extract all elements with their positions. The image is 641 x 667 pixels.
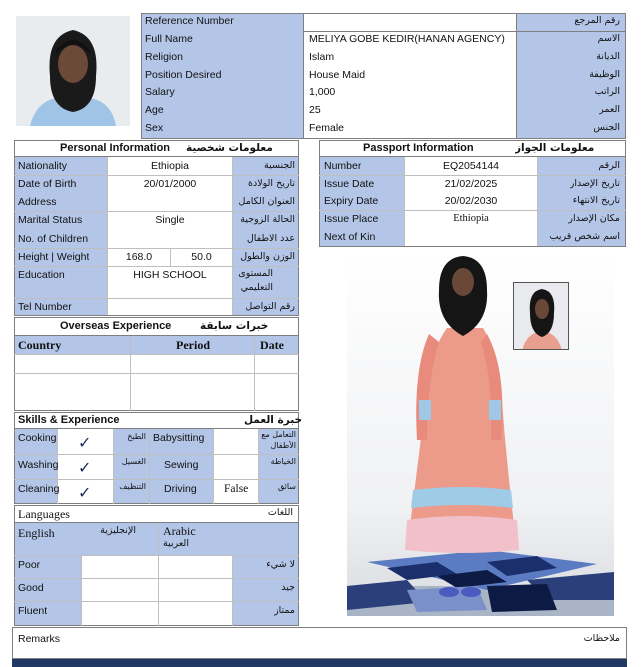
overseas-title: Overseas Experience [60,320,172,332]
passport-title: Passport Information [363,142,474,154]
col-period: Period [176,338,210,352]
divider [14,211,299,212]
issue-place-arabic: مكان الإصدار [568,213,620,224]
skill-washing-arabic: الغسيل [121,457,146,466]
divider [319,210,626,211]
english-arabic: الإنجليزية [100,525,136,536]
overseas-title-arabic: خبرات سابقة [200,320,269,332]
skill-cooking-label: Cooking [18,432,57,444]
divider [213,429,214,504]
nationality-value: Ethiopia [151,160,189,172]
divider [14,601,299,602]
height-weight-arabic: الوزن والطول [240,251,295,262]
marital-arabic: الحالة الزوجية [240,214,295,225]
marital-value: Single [155,214,185,226]
remarks-section [12,627,627,659]
remarks-arabic: ملاحظات [583,633,620,644]
tel-label: Tel Number [18,301,72,313]
skills-title-arabic: خبرة العمل [244,414,303,426]
dob-label: Date of Birth [18,178,77,190]
skill-cleaning-label: Cleaning [18,483,60,495]
languages-title: Languages [18,507,70,521]
header-table [141,13,626,139]
nationality-arabic: الجنسية [264,160,295,171]
dob-arabic: تاريخ الولادة [248,178,295,189]
skills-title: Skills & Experience [18,414,120,426]
skill-babysitting-arabic-1: التعامل مع [261,430,296,439]
skill-sewing-label: Sewing [164,459,199,471]
weight-value: 50.0 [191,251,212,263]
skill-babysitting-arabic-2: الأطفال [270,441,296,450]
full-body-photo [347,250,614,616]
divider [14,354,299,355]
address-label: Address [18,196,57,208]
english-label: English [18,526,55,540]
divider [232,555,233,626]
issue-place-value: Ethiopia [453,213,489,224]
lang-good-label: Good [18,582,44,594]
children-arabic: عدد الاطفال [246,233,295,244]
skill-babysitting-label: Babysitting [153,432,205,444]
lang-poor-arabic: لا شيء [266,559,295,570]
passport-number-arabic: الرقم [598,160,620,171]
next-of-kin-label: Next of Kin [324,231,376,243]
full-name-label: Full Name [145,33,193,45]
personal-title: Personal Information [60,142,171,154]
skill-cleaning-check-icon: ✓ [78,483,92,502]
lang-poor-label: Poor [18,559,41,571]
passport-section [319,140,626,247]
divider [149,429,150,504]
skill-cooking-check-icon: ✓ [78,433,92,452]
languages-header-row [15,523,298,555]
divider [14,298,299,299]
sex-arabic: الجنس [593,122,620,133]
personal-title-arabic: معلومات شخصية [186,142,273,154]
divider [81,555,82,626]
lang-fluent-arabic: ممتاز [274,605,295,616]
full-name-arabic: الاسم [597,33,620,44]
religion-label: Religion [145,51,183,63]
arabic-arabic: العربية [163,538,189,549]
divider [158,523,159,626]
education-arabic-1: المستوى [238,268,273,279]
skill-washing-label: Washing [18,459,59,471]
divider [232,157,233,315]
salary-label: Salary [145,86,175,98]
divider [14,454,299,455]
header-divider [303,31,626,32]
salary-arabic: الراتب [594,86,620,97]
divider [537,157,538,246]
age-value: 25 [309,104,321,116]
footer-bar [12,659,627,667]
divider [14,578,299,579]
divider [14,266,299,267]
position-label: Position Desired [145,69,222,81]
personal-info-section [14,140,299,316]
passport-number-label: Number [324,160,362,172]
ref-number-label: Reference Number [145,15,234,27]
divider [113,429,114,504]
arabic-label: Arabic [163,524,196,538]
divider [14,248,299,249]
overseas-section [14,317,299,411]
lang-good-arabic: جيد [281,582,295,593]
skill-cooking-arabic: الطبخ [127,432,146,441]
education-value: HIGH SCHOOL [133,269,207,281]
education-label: Education [18,269,65,281]
skill-washing-check-icon: ✓ [78,458,92,477]
tel-arabic: رقم التواصل [245,301,295,312]
divider [14,175,299,176]
divider [14,335,299,336]
marital-label: Marital Status [18,214,83,226]
dob-value: 20/01/2000 [143,178,197,190]
religion-arabic: الديانة [596,51,620,62]
divider [14,373,299,374]
sex-value: Female [309,122,345,134]
expiry-date-label: Expiry Date [324,195,379,207]
divider [319,175,626,176]
issue-date-label: Issue Date [324,178,375,190]
face-photo [16,16,130,126]
skills-section [14,412,303,504]
skill-cleaning-arabic: التنظيف [119,482,146,491]
age-label: Age [145,104,164,116]
children-label: No. of Children [18,233,89,245]
issue-date-arabic: تاريخ الإصدار [569,178,620,189]
ref-number-arabic: رقم المرجع [574,15,620,26]
position-arabic: الوظيفة [589,69,620,80]
languages-section [14,505,299,626]
next-of-kin-arabic: اسم شخص قريب [549,231,620,242]
skill-driving-value: False [224,483,249,495]
education-arabic-2: التعليمي [240,282,273,293]
sex-label: Sex [145,122,164,134]
skill-sewing-arabic: الخياطة [270,457,296,466]
height-value: 168.0 [125,251,153,263]
passport-title-arabic: معلومات الجواز [515,142,595,154]
issue-place-label: Issue Place [324,213,379,225]
age-arabic: العمر [599,104,620,115]
skill-driving-arabic: سائق [277,482,296,491]
passport-number-value: EQ2054144 [442,160,500,172]
height-weight-label: Height | Weight [18,251,90,263]
expiry-date-arabic: تاريخ الانتهاء [572,195,620,206]
languages-title-arabic: اللغات [267,507,293,518]
position-value: House Maid [309,69,366,81]
passport-photo [513,282,569,350]
remarks-label: Remarks [18,633,61,645]
skill-driving-label: Driving [164,483,197,495]
expiry-date-value: 20/02/2030 [444,195,498,207]
salary-value: 1,000 [309,86,336,98]
col-date: Date [260,338,284,352]
divider [14,555,299,556]
divider [258,429,259,504]
col-country: Country [18,338,62,352]
issue-date-value: 21/02/2025 [444,178,498,190]
religion-value: Islam [309,51,335,63]
divider [14,479,299,480]
address-arabic: العنوان الكامل [238,196,295,207]
full-name-value: MELIYA GOBE KEDIR(HANAN AGENCY) [309,33,505,45]
lang-fluent-label: Fluent [18,605,48,617]
nationality-label: Nationality [18,160,68,172]
